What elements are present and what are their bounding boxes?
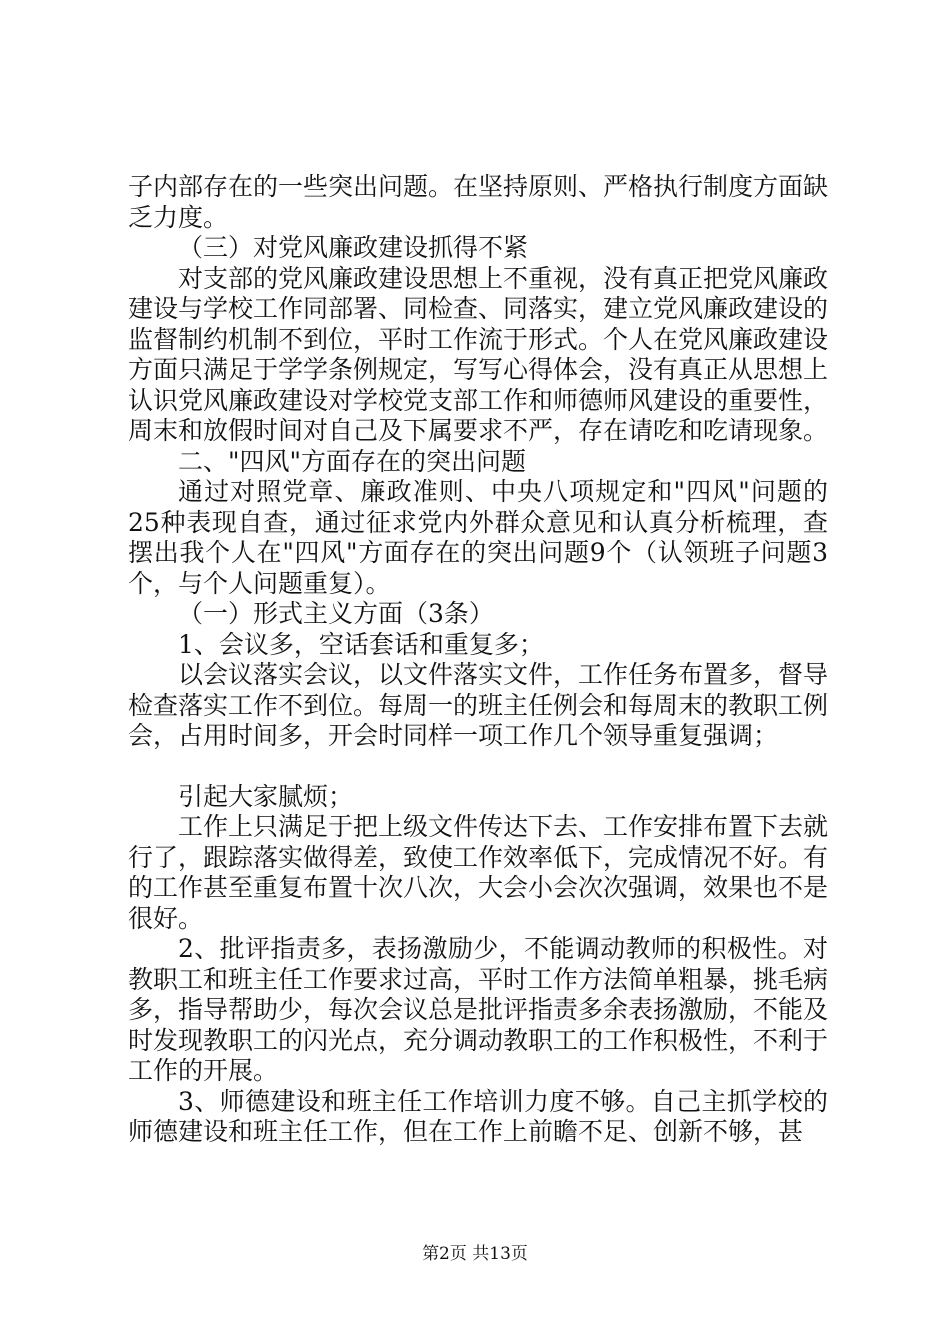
- blank-line: [128, 752, 828, 782]
- paragraph: 引起大家腻烦；: [178, 781, 354, 811]
- list-item-heading: 1、会议多，空话套话和重复多；: [178, 629, 544, 659]
- paragraph: 对支部的党风廉政建设思想上不重视，没有真正把党风廉政建设与学校工作同部署、同检查、同落实，建立党风廉政建设的监督制约机制不到位，平时工作流于形式。个人在党风廉政建设方面只满足于学学条例规定，写写心得体会，没有真正从思想上认识党风廉政建设对学校党支部工作和师德师风建设的重要性，周末和放假时间对自己及下属要求不严，存在请吃和吃请现象。: [128, 263, 829, 445]
- section-heading: （三）对党风廉政建设抓得不紧: [178, 233, 529, 262]
- section-heading: 二、"四风"方面存在的突出问题: [178, 446, 526, 476]
- section-heading: （一）形式主义方面（3条）: [178, 599, 494, 628]
- paragraph: 以会议落实会议，以文件落实文件，工作任务布置多，督导检查落实工作不到位。每周一的班主任例会和每周末的教职工例会，占用时间多，开会时同样一项工作几个领导重复强调；: [128, 660, 829, 750]
- paragraph: 工作上只满足于把上级文件传达下去、工作安排布置下去就行了，跟踪落实做得差，致使工作效率低下，完成情况不好。有的工作甚至重复布置十次八次，大会小会次次强调，效果也不是很好。: [128, 812, 829, 933]
- paragraph: 2、批评指责多，表扬激励少，不能调动教师的积极性。对教职工和班主任工作要求过高，平时工作方法简单粗暴，挑毛病多，指导帮助少，每次会议总是批评指责多余表扬激励，不能及时发现教职工的闪光点，充分调动教职工的工作积极性，不利于工作的开展。: [128, 934, 829, 1085]
- page-footer: 第2页 共13页: [422, 1244, 528, 1264]
- paragraph: 通过对照党章、廉政准则、中央八项规定和"四风"问题的25种表现自查，通过征求党内外群众意见和认真分析梳理，查摆出我个人在"四风"方面存在的突出问题9个（认领班子问题3个，与个人问题重复）。: [128, 477, 828, 598]
- document-body: [128, 172, 828, 1148]
- paragraph: 子内部存在的一些突出问题。在坚持原则、严格执行制度方面缺乏力度。: [128, 172, 829, 232]
- paragraph: 3、师德建设和班主任工作培训力度不够。自己主抓学校的师德建设和班主任工作，但在工作上前瞻不足、创新不够，甚: [128, 1086, 828, 1146]
